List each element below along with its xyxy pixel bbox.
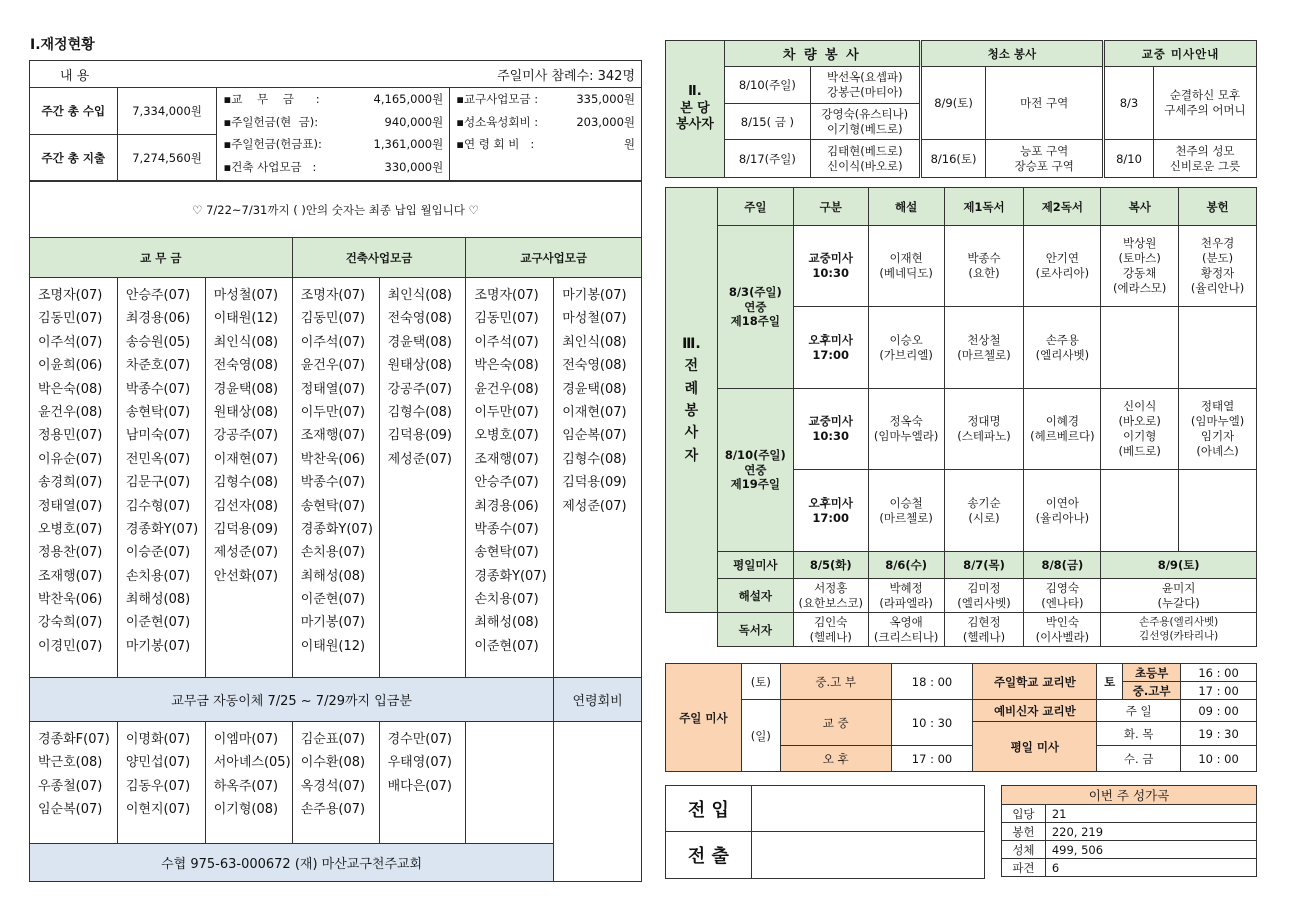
- name-entry: 이두만(07): [300, 404, 366, 420]
- finance-summary-table: [29, 60, 642, 181]
- item-value: 940,000원: [384, 114, 444, 129]
- name-entry: 안승주(07): [474, 475, 539, 491]
- hymn-value: 21: [1045, 805, 1256, 823]
- clean-date: 8/9(토): [920, 67, 986, 140]
- cell: 천상철 (마르첼로): [944, 307, 1024, 389]
- name-entry: 송현탁(07): [300, 498, 366, 514]
- name-entry: 안선화(07): [213, 568, 279, 584]
- wd2-time: 10 : 00: [1181, 746, 1257, 772]
- name-entry: 오병호(07): [38, 521, 103, 537]
- auto-col-3: [205, 722, 292, 844]
- notice: ♡ 7/22~7/31까지 ( )안의 숫자는 최종 납입 월입니다 ♡: [30, 182, 642, 238]
- finance-items-2: [456, 88, 635, 156]
- weekday-date: 8/6(수): [868, 552, 944, 579]
- weekday-date: 8/9(토): [1101, 552, 1257, 579]
- schedule-time: 17 : 00: [891, 746, 973, 772]
- name-entry: 전숙영(08): [387, 311, 452, 327]
- week-day: 8/10(주일) 연중 제19주일: [717, 389, 793, 552]
- name-entry: 이윤희(06): [38, 358, 103, 374]
- name-entry: 윤건우(08): [474, 381, 539, 397]
- car-heading: 차 량 봉 사: [724, 41, 920, 67]
- name-entry: 최해성(08): [474, 615, 539, 631]
- expense-value: 7,274,560원: [117, 135, 217, 181]
- name-entry: 김덕용(09): [387, 428, 452, 444]
- name-entry: 윤건우(07): [300, 358, 366, 374]
- name-entry: 손주용(07): [300, 802, 366, 818]
- mid-time: 17 : 00: [1181, 682, 1257, 700]
- name-entry: 조재행(07): [38, 568, 103, 584]
- service-label: Ⅱ. 본 당 봉사자: [666, 41, 725, 178]
- hymns-title: 이번 주 성가곡: [1002, 786, 1257, 805]
- name-entry: 조재행(07): [474, 451, 539, 467]
- auto-transfer-heading: 교무금 자동이체 7/25 ~ 7/29까지 입금분: [30, 678, 554, 722]
- name-entry: 경윤택(08): [387, 334, 452, 350]
- cell: 송기순 (시로): [944, 470, 1024, 552]
- name-entry: 김동민(07): [474, 311, 539, 327]
- item-label: ▪연 령 회 비 :: [456, 137, 535, 151]
- header-server: 복사: [1101, 188, 1179, 226]
- item-value: 4,165,000원: [373, 92, 444, 106]
- name-entry: 경윤택(08): [562, 381, 627, 397]
- income-label: 주간 총 수입: [30, 88, 118, 135]
- auto-col-4: [292, 722, 379, 844]
- name-entry: 원태상(08): [213, 404, 279, 420]
- name-entry: 박근호(08): [38, 755, 103, 771]
- car-date: 8/17(주일): [724, 140, 810, 178]
- name-entry: 전숙영(08): [562, 358, 627, 374]
- name-entry: 차준호(07): [125, 358, 191, 374]
- finance-item: [456, 133, 635, 156]
- donors-table: [29, 181, 642, 882]
- cell: 천우경 (분도) 황정자 (율리안나): [1179, 226, 1257, 307]
- name-entry: 조재행(07): [300, 428, 366, 444]
- name-entry: 강숙희(07): [38, 615, 103, 631]
- weekday-date: 8/7(목): [944, 552, 1024, 579]
- kyomu-col-1: [30, 278, 118, 678]
- name-entry: 마기봉(07): [300, 615, 366, 631]
- hymn-value: 499, 506: [1045, 841, 1256, 859]
- commentator: 서정홍 (요한보스코): [793, 579, 868, 613]
- commentator-label: 해설자: [717, 579, 793, 613]
- car-date: 8/10(주일): [724, 67, 810, 104]
- name-entry: 최인식(08): [213, 334, 279, 350]
- hymn-key: 봉헌: [1002, 823, 1046, 841]
- move-table: [665, 785, 985, 879]
- name-entry: 김동민(07): [38, 311, 103, 327]
- auto-col-2: [117, 722, 205, 844]
- finance-items: [223, 88, 443, 178]
- sunday-mass-label: 주일 미사: [666, 664, 742, 772]
- name-entry: 이수환(08): [300, 755, 366, 771]
- name-entry: 우태영(07): [387, 755, 452, 771]
- cell: 안기연 (로사리아): [1024, 226, 1101, 307]
- hymn-key: 파견: [1002, 859, 1046, 877]
- name-entry: 이재현(07): [213, 451, 279, 467]
- cell: [1179, 307, 1257, 389]
- mid-label: 중.고부: [1123, 682, 1181, 700]
- diocese-col-1: [466, 278, 554, 678]
- week-day: 8/3(주일) 연중 제18주일: [717, 226, 793, 389]
- diocese-col-2: [554, 278, 642, 678]
- weekday-mass-label: 평일 미사: [973, 722, 1097, 772]
- name-entry: 이준현(07): [474, 638, 539, 654]
- item-value: 원: [623, 137, 635, 151]
- name-entry: 이주석(07): [300, 334, 366, 350]
- name-entry: 강공주(07): [213, 428, 279, 444]
- name-entry: 김형수(08): [562, 451, 627, 467]
- name-entry: 송승원(05): [125, 334, 191, 350]
- name-entry: 경수만(07): [387, 732, 452, 747]
- item-label: ▪교 무 금 :: [223, 92, 320, 106]
- cell: 정태열 (임마누엘) 임기자 (아녜스): [1179, 389, 1257, 470]
- cell: 손주용 (엘리사벳): [1024, 307, 1101, 389]
- weekday-date: 8/8(금): [1024, 552, 1101, 579]
- name-entry: 우종철(07): [38, 778, 103, 794]
- mass-kind: 교중미사 10:30: [793, 226, 868, 307]
- elem-time: 16 : 00: [1181, 664, 1257, 682]
- name-entry: 박종수(07): [300, 475, 366, 491]
- cell: 박종수 (요한): [944, 226, 1024, 307]
- account-info: 수협 975-63-000672 (재) 마산교구천주교회: [30, 844, 554, 882]
- name-entry: 정용찬(07): [38, 545, 103, 561]
- name-entry: 원태상(08): [387, 358, 452, 374]
- name-entry: 이두만(07): [474, 404, 539, 420]
- sunday-school-label: 주일학교 교리반: [973, 664, 1097, 700]
- header-reading2: 제2독서: [1024, 188, 1101, 226]
- name-entry: 김동우(07): [125, 778, 191, 794]
- mass-text: 순결하신 모후 구세주의 어머니: [1153, 67, 1256, 140]
- elem-label: 초등부: [1123, 664, 1181, 682]
- mass-text: 천주의 성모 신비로운 그릇: [1153, 140, 1256, 178]
- name-entry: 김덕용(09): [562, 475, 627, 491]
- cell: 박상원 (토마스) 강동채 (에라스모): [1101, 226, 1179, 307]
- cell: 이승오 (가브리엘): [868, 307, 944, 389]
- header-reading1: 제1독서: [944, 188, 1024, 226]
- mass-kind: 교중미사 10:30: [793, 389, 868, 470]
- name-entry: 최해성(08): [300, 568, 366, 584]
- kyomu-col-2: [117, 278, 205, 678]
- car-names: 김태현(베드로) 신이식(바오로): [810, 140, 920, 178]
- finance-item: [223, 133, 443, 156]
- mass-kind: 오후미사 17:00: [793, 307, 868, 389]
- name-entry: 오병호(07): [474, 428, 539, 444]
- finance-item: [456, 88, 635, 111]
- schedule-name: 교 중: [780, 700, 891, 746]
- name-entry: 배다은(07): [387, 778, 452, 794]
- name-entry: 손치용(07): [474, 592, 539, 608]
- cell: 이승철 (마르첼로): [868, 470, 944, 552]
- building-col-1: [292, 278, 379, 678]
- name-entry: 최인식(08): [387, 288, 452, 303]
- header-offering: 봉헌: [1179, 188, 1257, 226]
- name-entry: 김순표(07): [300, 732, 366, 747]
- name-entry: 김형수(08): [387, 404, 452, 420]
- mass-heading: 교중 미사안내: [1104, 41, 1257, 67]
- item-value: 335,000원: [576, 92, 635, 106]
- clean-date: 8/16(토): [920, 140, 986, 178]
- finance-item: [223, 88, 443, 111]
- commentator: 박혜정 (라파엘라): [868, 579, 944, 613]
- name-entry: 제성준(07): [213, 545, 279, 561]
- name-entry: 박찬욱(06): [300, 451, 366, 467]
- liturgy-table: [665, 187, 1257, 647]
- hymns-table: [1001, 785, 1257, 877]
- commentator: 윤미지 (누갈다): [1101, 579, 1257, 613]
- name-entry: 김형수(08): [213, 475, 279, 491]
- sat-short: 토: [1097, 664, 1123, 700]
- cat-time: 09 : 00: [1181, 700, 1257, 722]
- name-entry: 최인식(08): [562, 334, 627, 350]
- item-label: ▪주일헌금(현 금):: [223, 114, 319, 129]
- item-value: 330,000원: [384, 159, 444, 174]
- schedule-time: 18 : 00: [891, 664, 973, 700]
- item-value: 1,361,000원: [373, 137, 444, 151]
- name-entry: 이현지(07): [125, 802, 191, 818]
- name-entry: 이승준(07): [125, 545, 191, 561]
- income-value: 7,334,000원: [117, 88, 217, 135]
- cell: 이혜경 (헤르베르다): [1024, 389, 1101, 470]
- name-entry: 손치용(07): [300, 545, 366, 561]
- name-entry: 김덕용(09): [213, 521, 279, 537]
- header-commentary: 해설: [868, 188, 944, 226]
- cell: [1101, 470, 1179, 552]
- item-label: ▪교구사업모금 :: [456, 92, 539, 106]
- name-entry: 서아녜스(05): [213, 755, 291, 771]
- name-entry: 김수형(07): [125, 498, 191, 514]
- wd2: 수. 금: [1097, 746, 1181, 772]
- finance-heading: Ⅰ.재정현황: [30, 37, 95, 53]
- finance-item: [223, 156, 443, 179]
- name-entry: 옥경석(07): [300, 778, 366, 794]
- name-entry: 박종수(07): [474, 521, 539, 537]
- car-names: 강영숙(유스티나) 이기형(베드로): [810, 104, 920, 140]
- mass-date: 8/3: [1104, 67, 1154, 140]
- name-entry: 이태원(12): [213, 311, 279, 327]
- name-entry: 정태열(07): [300, 381, 366, 397]
- move-in-label: 전 입: [666, 786, 752, 832]
- name-entry: 조명자(07): [474, 288, 539, 303]
- cat-day: 주 일: [1097, 700, 1181, 722]
- kyomu-col-3: [205, 278, 292, 678]
- name-entry: 이유순(07): [38, 451, 103, 467]
- name-entry: 경윤택(08): [213, 381, 279, 397]
- cell: 이재현 (베네딕도): [868, 226, 944, 307]
- name-entry: 경종화F(07): [38, 732, 110, 747]
- name-entry: 남미숙(07): [125, 428, 191, 444]
- name-entry: 김동민(07): [300, 311, 366, 327]
- name-entry: 송현탁(07): [474, 545, 539, 561]
- name-entry: 송현탁(07): [125, 404, 191, 420]
- name-entry: 이준현(07): [125, 615, 191, 631]
- clean-area: 마전 구역: [986, 67, 1104, 140]
- building-col-2: [379, 278, 466, 678]
- liturgy-label: Ⅲ. 전 례 봉 사 자: [666, 188, 718, 613]
- finance-item: [456, 111, 635, 134]
- name-entry: 경종화Y(07): [300, 521, 374, 537]
- name-entry: 이경민(07): [38, 638, 103, 654]
- name-entry: 최해성(08): [125, 592, 191, 608]
- elder-fee-heading: 연령회비: [554, 678, 642, 722]
- name-entry: 이엠마(07): [213, 732, 279, 747]
- item-label: ▪건축 사업모금 :: [223, 159, 317, 174]
- name-entry: 마성철(07): [562, 311, 627, 327]
- name-entry: 박은숙(08): [38, 381, 103, 397]
- sat-label: (토): [741, 664, 780, 700]
- weekday-date: 8/5(화): [793, 552, 868, 579]
- item-value: 203,000원: [576, 114, 635, 129]
- name-entry: 마기봉(07): [125, 638, 191, 654]
- kyomu-heading: 교 무 금: [30, 238, 293, 278]
- name-entry: 경종화Y(07): [474, 568, 547, 584]
- name-entry: 전민옥(07): [125, 451, 191, 467]
- schedule-time: 10 : 30: [891, 700, 973, 746]
- clean-area: 능포 구역 장승포 구역: [986, 140, 1104, 178]
- reader: 김현정 (헬레나): [944, 613, 1024, 647]
- reader: 박인숙 (이사벨라): [1024, 613, 1101, 647]
- name-entry: 이주석(07): [474, 334, 539, 350]
- clean-heading: 청소 봉사: [920, 41, 1103, 67]
- sun-label: (일): [741, 700, 780, 772]
- name-entry: 김선자(08): [213, 498, 279, 514]
- name-entry: 제성준(07): [562, 498, 627, 514]
- content-label: 내 용: [30, 61, 332, 88]
- service-table: [665, 40, 1257, 178]
- cell: 정옥숙 (임마누엘라): [868, 389, 944, 470]
- name-entry: 박은숙(08): [474, 358, 539, 374]
- name-entry: 최경용(06): [125, 311, 191, 327]
- finance-item: [223, 111, 443, 134]
- expense-label: 주간 총 지출: [30, 135, 118, 181]
- building-heading: 건축사업모금: [292, 238, 466, 278]
- diocese-heading: 교구사업모금: [466, 238, 642, 278]
- name-entry: 최경용(06): [474, 498, 539, 514]
- auto-col-5: [379, 722, 466, 844]
- name-entry: 임순복(07): [38, 802, 103, 818]
- reader: 손주용(엘리사벳) 김선영(카타리나): [1101, 613, 1257, 647]
- name-entry: 마기봉(07): [562, 288, 627, 303]
- name-entry: 이기형(08): [213, 802, 279, 818]
- reader: 옥영애 (크리스티나): [868, 613, 944, 647]
- mass-date: 8/10: [1104, 140, 1154, 178]
- cell: [1101, 307, 1179, 389]
- item-label: ▪성소육성회비 :: [456, 114, 539, 129]
- car-names: 박선옥(요셉파) 강봉근(마티아): [810, 67, 920, 104]
- schedule-table: [665, 663, 1257, 772]
- schedule-name: 중.고 부: [780, 664, 891, 700]
- name-entry: 조명자(07): [300, 288, 366, 303]
- name-entry: 송경희(07): [38, 475, 103, 491]
- schedule-name: 오 후: [780, 746, 891, 772]
- attendance-count: 주일미사 참례수: 342명: [332, 61, 642, 88]
- name-entry: 하옥주(07): [213, 778, 279, 794]
- name-entry: 박찬욱(06): [38, 592, 103, 608]
- reader: 김인숙 (헬레나): [793, 613, 868, 647]
- name-entry: 안승주(07): [125, 288, 191, 303]
- name-entry: 정용민(07): [38, 428, 103, 444]
- cell: [1179, 470, 1257, 552]
- hymn-value: 6: [1045, 859, 1256, 877]
- commentator: 김영숙 (엔나타): [1024, 579, 1101, 613]
- name-entry: 강공주(07): [387, 381, 452, 397]
- cell: 신이식 (바오로) 이기형 (베드로): [1101, 389, 1179, 470]
- cell: 이연아 (율리아나): [1024, 470, 1101, 552]
- catechumen-label: 예비신자 교리반: [973, 700, 1097, 722]
- name-entry: 윤건우(08): [38, 404, 103, 420]
- name-entry: 박종수(07): [125, 381, 191, 397]
- name-entry: 김문구(07): [125, 475, 191, 491]
- name-entry: 마성철(07): [213, 288, 279, 303]
- car-date: 8/15( 금 ): [724, 104, 810, 140]
- name-entry: 임순복(07): [562, 428, 627, 444]
- hymn-value: 220, 219: [1045, 823, 1256, 841]
- item-label: ▪주일헌금(헌금표):: [223, 137, 322, 151]
- move-out-label: 전 출: [666, 832, 752, 879]
- name-entry: 조명자(07): [38, 288, 103, 303]
- header-day: 주일: [717, 188, 793, 226]
- commentator: 김미정 (엘리사벳): [944, 579, 1024, 613]
- name-entry: 제성준(07): [387, 451, 452, 467]
- name-entry: 손치용(07): [125, 568, 191, 584]
- weekday-mass-label: 평일미사: [717, 552, 793, 579]
- mass-kind: 오후미사 17:00: [793, 470, 868, 552]
- reader-label: 독서자: [717, 613, 793, 647]
- header-kind: 구분: [793, 188, 868, 226]
- name-entry: 이재현(07): [562, 404, 627, 420]
- wd1: 화. 목: [1097, 722, 1181, 746]
- hymn-key: 입당: [1002, 805, 1046, 823]
- name-entry: 이명화(07): [125, 732, 191, 747]
- auto-col-1: [30, 722, 118, 844]
- name-entry: 전숙영(08): [213, 358, 279, 374]
- name-entry: 양민섭(07): [125, 755, 191, 771]
- name-entry: 이태원(12): [300, 638, 366, 654]
- hymn-key: 성체: [1002, 841, 1046, 859]
- cell: 정대명 (스테파노): [944, 389, 1024, 470]
- name-entry: 이주석(07): [38, 334, 103, 350]
- name-entry: 경종화Y(07): [125, 521, 199, 537]
- name-entry: 이준현(07): [300, 592, 366, 608]
- wd1-time: 19 : 30: [1181, 722, 1257, 746]
- name-entry: 정태열(07): [38, 498, 103, 514]
